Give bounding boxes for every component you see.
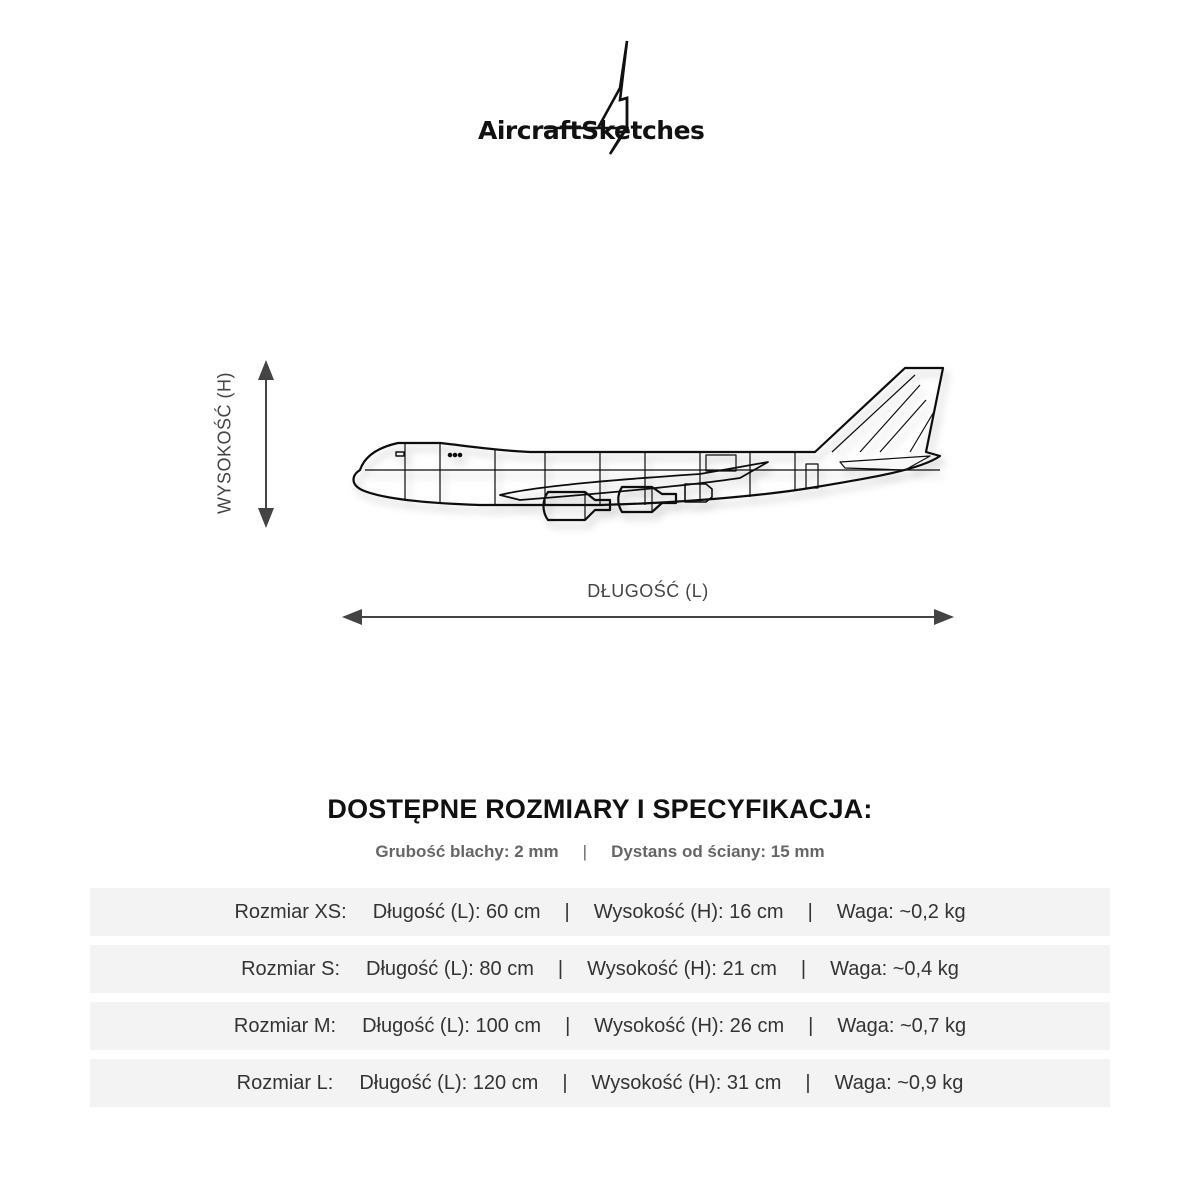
- separator: |: [807, 900, 813, 923]
- aircraft-diagram: [0, 350, 1200, 650]
- separator: |: [808, 1014, 814, 1037]
- length-label: DŁUGOŚĆ (L): [587, 581, 709, 601]
- specs-subtitle: [0, 842, 1200, 862]
- size-name: Rozmiar S:: [241, 957, 341, 980]
- size-length: Długość (L): 80 cm: [366, 957, 534, 980]
- size-row-s: [90, 945, 1110, 993]
- separator: |: [562, 1071, 568, 1094]
- size-weight: Waga: ~0,9 kg: [834, 1071, 964, 1094]
- separator: |: [805, 1071, 811, 1094]
- size-row-l: [90, 1059, 1110, 1107]
- size-row-xs: [90, 888, 1110, 936]
- separator: |: [800, 957, 807, 980]
- size-row-m: [90, 1002, 1110, 1050]
- separator: |: [565, 1014, 571, 1037]
- size-length: Długość (L): 60 cm: [372, 900, 541, 923]
- size-name: Rozmiar XS:: [234, 900, 347, 923]
- airplane-icon: [354, 368, 944, 520]
- size-length: Długość (L): 120 cm: [359, 1071, 539, 1094]
- specs-title: DOSTĘPNE ROZMIARY I SPECYFIKACJA:: [327, 794, 873, 824]
- size-height: Wysokość (H): 26 cm: [594, 1014, 785, 1037]
- size-height: Wysokość (H): 16 cm: [593, 900, 784, 923]
- size-height: Wysokość (H): 21 cm: [587, 957, 777, 980]
- size-name: Rozmiar L:: [236, 1071, 334, 1094]
- separator: |: [557, 957, 564, 980]
- separator: |: [582, 842, 588, 861]
- brand-logo: [470, 38, 730, 158]
- sheet-thickness: Grubość blachy: 2 mm: [375, 842, 559, 861]
- size-length: Długość (L): 100 cm: [362, 1014, 542, 1037]
- size-weight: Waga: ~0,7 kg: [837, 1014, 967, 1037]
- height-label: WYSOKOŚĆ (H): [214, 371, 235, 515]
- brand-name: AircraftSketches: [478, 116, 705, 145]
- size-name: Rozmiar M:: [233, 1014, 337, 1037]
- size-weight: Waga: ~0,4 kg: [830, 957, 959, 980]
- wall-distance: Dystans od ściany: 15 mm: [611, 842, 825, 861]
- size-weight: Waga: ~0,2 kg: [836, 900, 966, 923]
- separator: |: [564, 900, 570, 923]
- sizes-table: [90, 888, 1110, 1116]
- size-height: Wysokość (H): 31 cm: [591, 1071, 782, 1094]
